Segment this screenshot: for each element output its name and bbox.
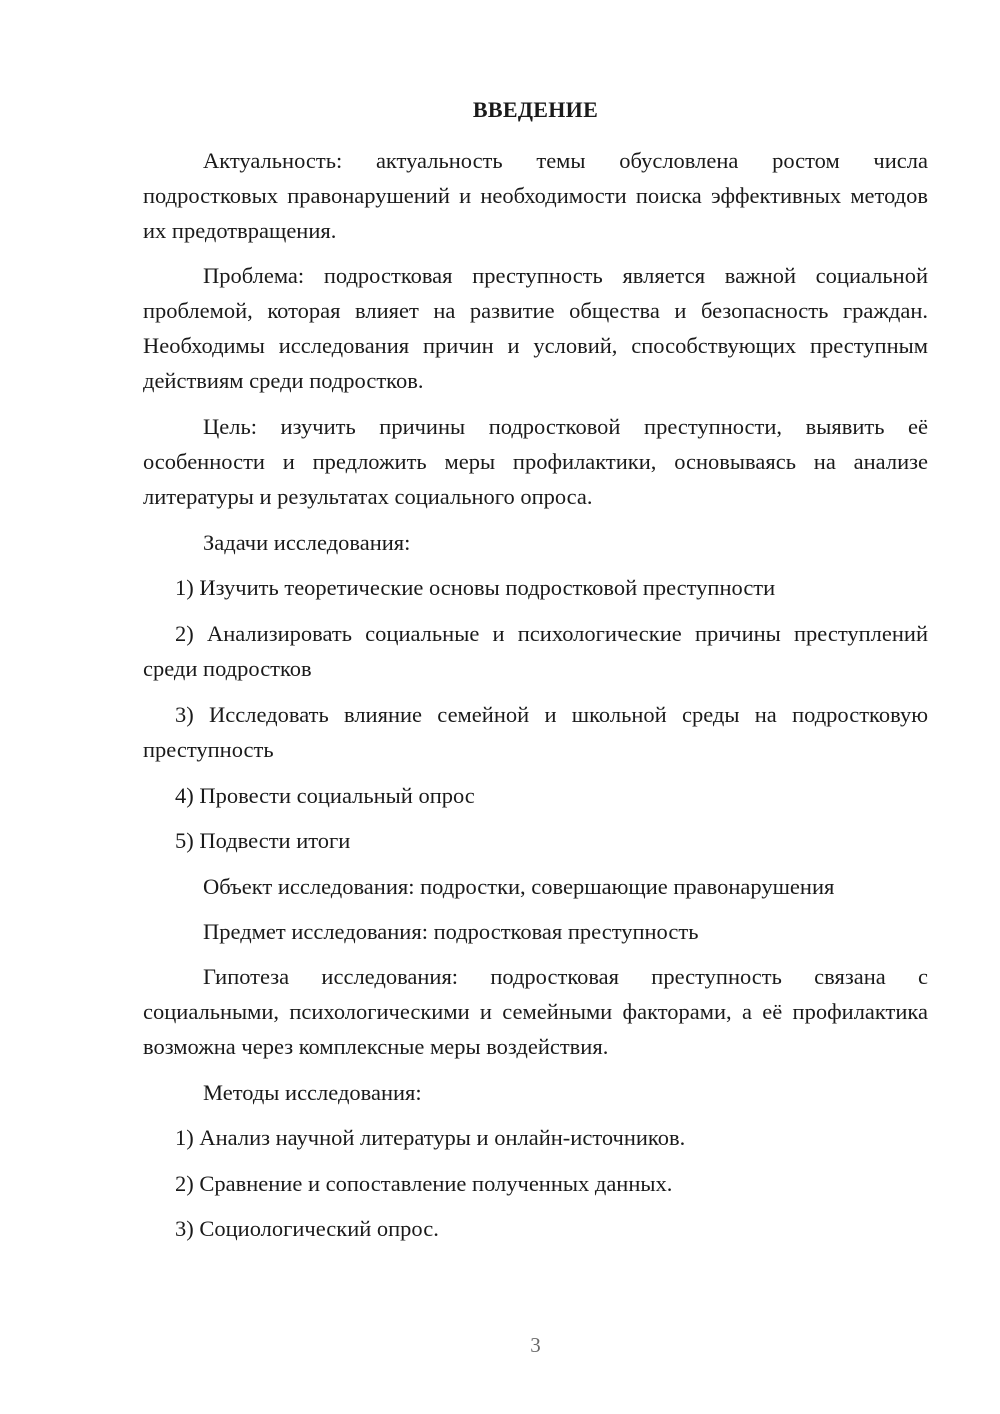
paragraph-problem: Проблема: подростковая преступность является важной социальной проблемой, которая влияет на развитие общества и безопасность граждан. Необходимы исследования причин и условий, способствующих преступным действиям среди подростков. [143, 263, 928, 393]
paragraph-methods-heading: Методы исследования: [203, 1080, 422, 1105]
paragraph-relevance: Актуальность: актуальность темы обусловлена ростом числа подростковых правонарушений и необходимости поиска эффективных методов их предотвращения. [143, 148, 928, 243]
paragraph-goal: Цель: изучить причины подростковой преступности, выявить её особенности и предложить меры профилактики, основываясь на анализе литературы и результатах социального опроса. [143, 414, 928, 509]
section-title: ВВЕДЕНИЕ [472, 97, 599, 122]
page-number: 3 [530, 1333, 541, 1357]
paragraph-hypothesis: Гипотеза исследования: подростковая преступность связана с социальными, психологическими и семейными факторами, а её профилактика возможна через комплексные меры воздействия. [143, 964, 928, 1059]
document-page [143, 0, 928, 1414]
method-item-3: 3) Социологический опрос. [175, 1216, 439, 1241]
task-item-5: 5) Подвести итоги [175, 828, 351, 853]
task-item-3: 3) Исследовать влияние семейной и школьной среды на подростковую преступность [143, 702, 928, 762]
method-item-2: 2) Сравнение и сопоставление полученных данных. [175, 1171, 673, 1196]
task-item-4: 4) Провести социальный опрос [175, 783, 475, 808]
paragraph-subject: Предмет исследования: подростковая преступность [203, 919, 699, 944]
method-item-1: 1) Анализ научной литературы и онлайн-источников. [175, 1125, 686, 1150]
task-item-2: 2) Анализировать социальные и психологические причины преступлений среди подростков [143, 621, 928, 681]
paragraph-tasks-heading: Задачи исследования: [203, 530, 411, 555]
paragraph-object: Объект исследования: подростки, совершающие правонарушения [203, 874, 835, 899]
task-item-1: 1) Изучить теоретические основы подростковой преступности [175, 575, 776, 600]
